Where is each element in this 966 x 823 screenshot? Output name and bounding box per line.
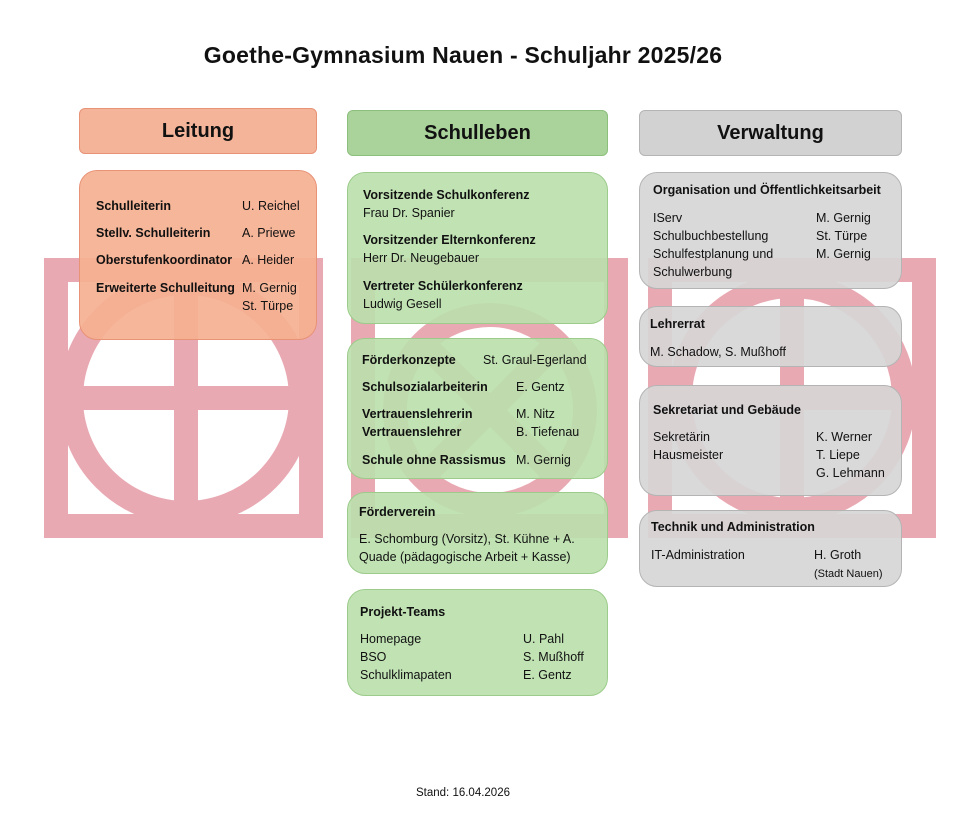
leitung-name: St. Türpe <box>242 299 294 313</box>
technik-box <box>639 510 902 587</box>
lehrerrat-title: Lehrerrat <box>650 317 705 331</box>
organisation-role: IServ <box>653 211 683 225</box>
sekretariat-box <box>639 385 902 496</box>
leitung-role: Oberstufenkoordinator <box>96 253 233 267</box>
header-leitung <box>79 108 317 154</box>
konferenz-name: Ludwig Gesell <box>363 297 442 311</box>
sekretariat-role: Sekretärin <box>653 430 710 444</box>
page-title: Goethe-Gymnasium Nauen - Schuljahr 2025/26 <box>203 42 723 68</box>
konferenz-role: Vorsitzende Schulkonferenz <box>363 188 530 202</box>
header-verwaltung-label: Verwaltung <box>717 121 824 144</box>
lehrerrat-members: M. Schadow, S. Mußhoff <box>650 345 786 359</box>
leitung-name: M. Gernig <box>242 281 297 295</box>
projekt-name: U. Pahl <box>523 632 564 646</box>
foerder-role: Vertrauenslehrer <box>362 425 462 439</box>
foerder-name: M. Nitz <box>516 407 555 421</box>
foerderverein-title: Förderverein <box>359 505 436 519</box>
organisation-role: Schulbuchbestellung <box>653 229 769 243</box>
lehrerrat-box <box>639 306 902 367</box>
foerderverein-line: E. Schomburg (Vorsitz), St. Kühne + A. <box>359 532 575 546</box>
projekt-role: Schulklimapaten <box>360 668 452 682</box>
foerderverein-line: Quade (pädagogische Arbeit + Kasse) <box>359 550 571 564</box>
projekt-role: Homepage <box>360 632 422 646</box>
foerder-role: Schule ohne Rassismus <box>362 453 506 467</box>
projekt-name: E. Gentz <box>523 668 572 682</box>
technik-role: IT-Administration <box>651 548 745 562</box>
leitung-box <box>79 170 317 340</box>
leitung-name: A. Heider <box>242 253 295 267</box>
footer-date: Stand: 16.04.2026 <box>416 787 510 799</box>
foerder-role: Schulsozialarbeiterin <box>362 380 488 394</box>
konferenz-name: Frau Dr. Spanier <box>363 206 455 220</box>
konferenz-role: Vorsitzender Elternkonferenz <box>363 233 536 247</box>
foerder-role: Vertrauenslehrerin <box>362 407 473 421</box>
technik-name: H. Groth <box>814 548 862 562</box>
organisation-name: M. Gernig <box>816 247 871 261</box>
projekte-title: Projekt-Teams <box>360 605 446 619</box>
leitung-role: Schulleiterin <box>96 199 172 213</box>
technik-note: (Stadt Nauen) <box>814 568 883 580</box>
organisation-name: M. Gernig <box>816 211 871 225</box>
foerder-name: M. Gernig <box>516 453 571 467</box>
sekretariat-name: G. Lehmann <box>816 466 885 480</box>
foerder-role: Förderkonzepte <box>362 353 456 367</box>
leitung-name: A. Priewe <box>242 226 296 240</box>
foerder-name: B. Tiefenau <box>516 425 580 439</box>
projekt-name: S. Mußhoff <box>523 650 584 664</box>
foerderverein-box <box>347 492 608 574</box>
konferenzen-box <box>347 172 608 324</box>
foerder-box <box>347 338 608 479</box>
konferenz-role: Vertreter Schülerkonferenz <box>363 279 523 293</box>
sekretariat-name: K. Werner <box>816 430 873 444</box>
header-verwaltung <box>639 110 902 156</box>
header-schulleben <box>347 110 608 156</box>
organisation-box <box>639 172 902 289</box>
organisation-title: Organisation und Öffentlichkeitsarbeit <box>653 183 881 197</box>
konferenz-name: Herr Dr. Neugebauer <box>363 251 480 265</box>
header-leitung-label: Leitung <box>161 119 235 142</box>
sekretariat-name: T. Liepe <box>816 448 860 462</box>
technik-title: Technik und Administration <box>651 520 815 534</box>
organisation-name: St. Türpe <box>816 229 868 243</box>
header-schulleben-label: Schulleben <box>424 121 531 144</box>
sekretariat-title: Sekretariat und Gebäude <box>653 403 801 417</box>
projekte-box <box>347 589 608 696</box>
foerder-name: E. Gentz <box>516 380 565 394</box>
foerder-name: St. Graul-Egerland <box>483 353 587 367</box>
projekt-role: BSO <box>360 650 387 664</box>
organisation-role: Schulwerbung <box>653 265 733 279</box>
leitung-role: Erweiterte Schulleitung <box>96 281 235 295</box>
leitung-role: Stellv. Schulleiterin <box>96 226 211 240</box>
sekretariat-role: Hausmeister <box>653 448 724 462</box>
leitung-name: U. Reichel <box>242 199 300 213</box>
organisation-role: Schulfestplanung und <box>653 247 774 261</box>
